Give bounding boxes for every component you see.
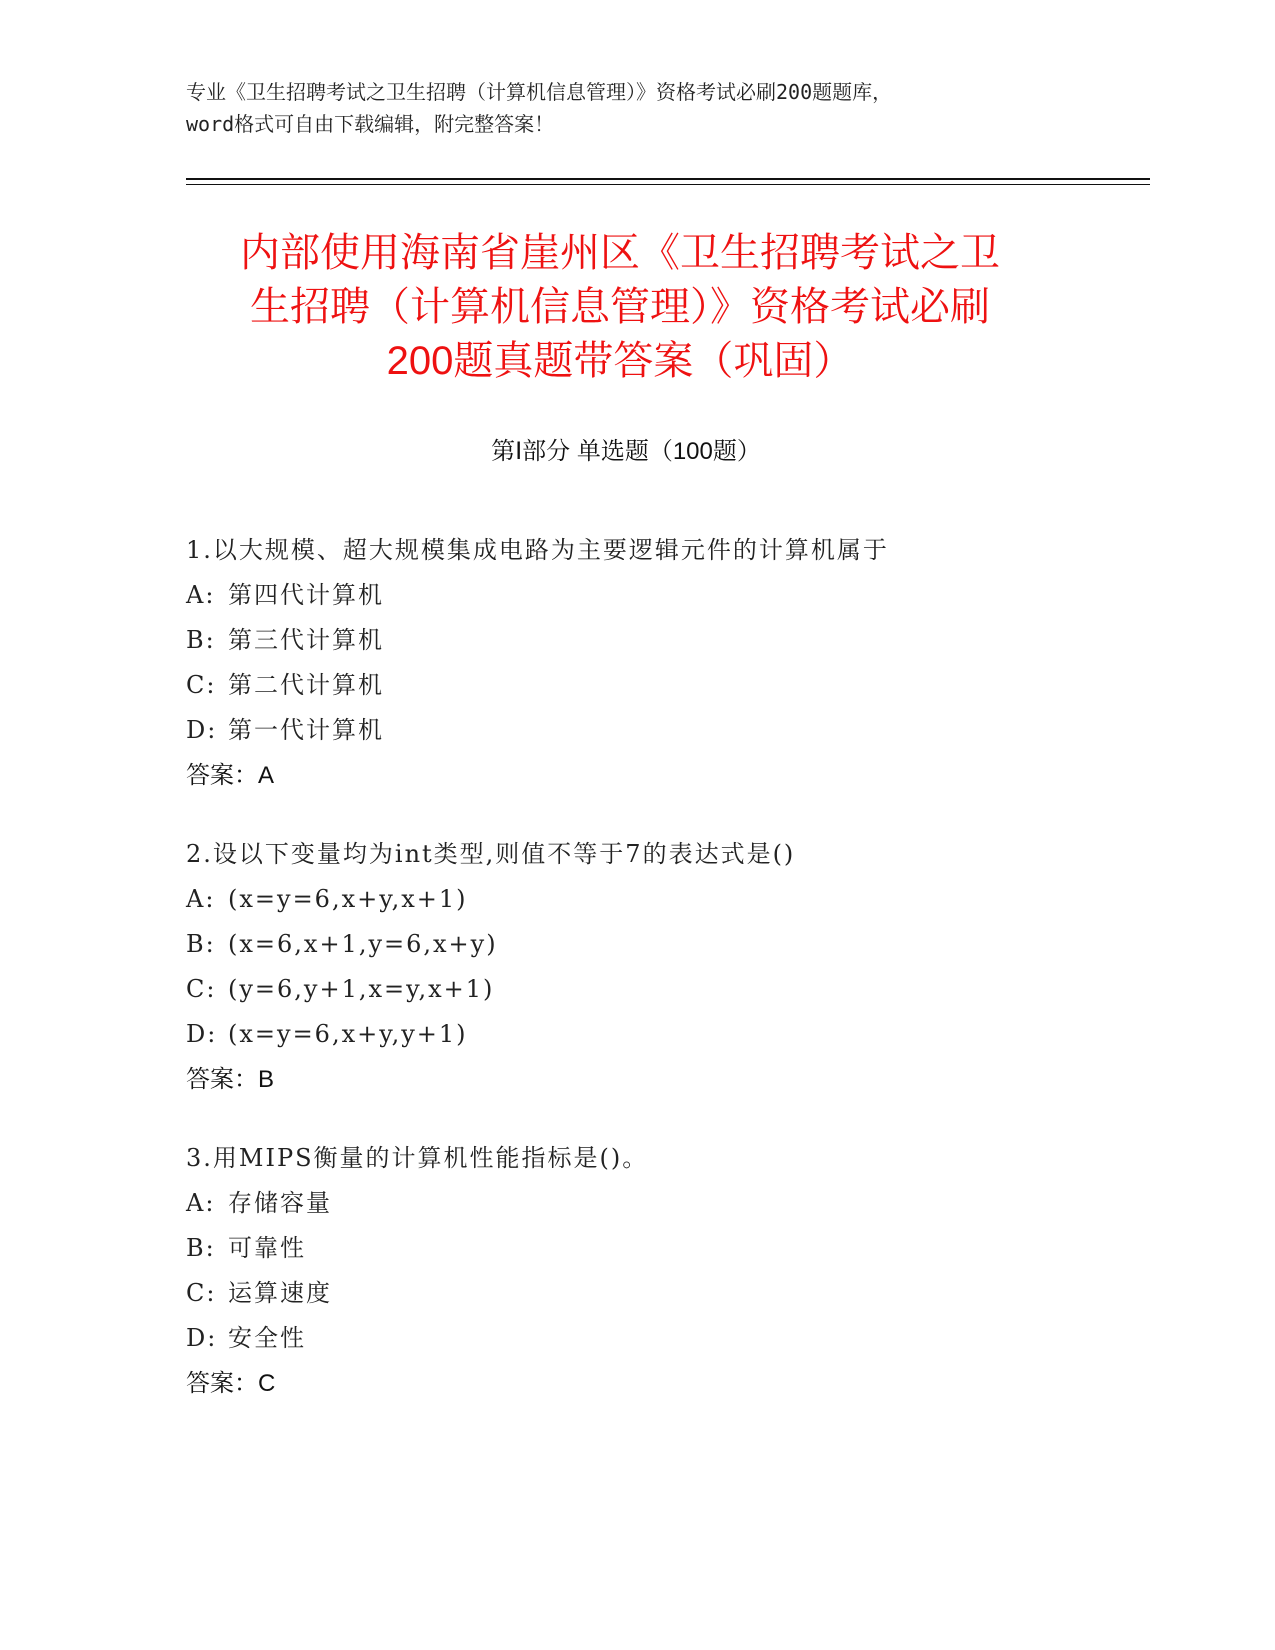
option-text: (x=y=6,x+y,y+1) [228, 1020, 468, 1048]
option-letter: A: [186, 581, 216, 609]
option-letter: A: [186, 1189, 216, 1217]
option-text: 第四代计算机 [228, 581, 384, 609]
question-text: 1.以大规模、超大规模集成电路为主要逻辑元件的计算机属于 [186, 536, 889, 564]
header-note-line-2: word格式可自由下载编辑，附完整答案！ [186, 112, 555, 136]
header-note [186, 76, 1086, 140]
header-note-line-1: 专业《卫生招聘考试之卫生招聘（计算机信息管理）》资格考试必刷200题题库， [186, 80, 893, 104]
option-c [186, 967, 1086, 1012]
option-text: 第二代计算机 [228, 671, 384, 699]
option-letter: D: [186, 1020, 218, 1048]
option-d [186, 1012, 1086, 1057]
option-a [186, 877, 1086, 922]
option-a [186, 573, 1086, 618]
option-text: 存储容量 [228, 1189, 332, 1217]
option-d [186, 1316, 1086, 1361]
option-text: 第三代计算机 [228, 626, 384, 654]
section-heading: 第Ⅰ部分 单选题（100题） [491, 438, 761, 465]
answer: 答案：C [186, 1370, 276, 1397]
question-list [186, 528, 1086, 1440]
option-text: 第一代计算机 [228, 716, 384, 744]
question-2 [186, 832, 1086, 1102]
answer: 答案：A [186, 762, 275, 789]
option-letter: C: [186, 975, 217, 1003]
option-d [186, 708, 1086, 753]
option-letter: D: [186, 1324, 218, 1352]
option-text: 运算速度 [228, 1279, 332, 1307]
document-title [180, 226, 1060, 388]
option-letter: D: [186, 716, 218, 744]
option-text: (x=y=6,x+y,x+1) [228, 885, 468, 913]
option-letter: B: [186, 626, 216, 654]
option-b [186, 922, 1086, 967]
option-text: 安全性 [228, 1324, 306, 1352]
question-1 [186, 528, 1086, 798]
option-c [186, 663, 1086, 708]
header-divider-thin [186, 184, 1150, 185]
option-b [186, 1226, 1086, 1271]
question-text: 2.设以下变量均为int类型,则值不等于7的表达式是() [186, 840, 796, 868]
option-text: (x=6,x+1,y=6,x+y) [228, 930, 498, 958]
option-letter: C: [186, 1279, 217, 1307]
document-title-line-1: 内部使用海南省崖州区《卫生招聘考试之卫 [240, 231, 1000, 275]
document-title-line-2: 生招聘（计算机信息管理）》资格考试必刷 [250, 285, 990, 329]
option-letter: B: [186, 1234, 216, 1262]
option-a [186, 1181, 1086, 1226]
document-title-line-3: 200题真题带答案（巩固） [386, 339, 854, 383]
question-3 [186, 1136, 1086, 1406]
option-text: (y=6,y+1,x=y,x+1) [228, 975, 495, 1003]
option-letter: C: [186, 671, 217, 699]
question-text: 3.用MIPS衡量的计算机性能指标是()。 [186, 1144, 649, 1172]
option-b [186, 618, 1086, 663]
option-letter: B: [186, 930, 216, 958]
option-letter: A: [186, 885, 216, 913]
option-c [186, 1271, 1086, 1316]
header-divider-thick [186, 178, 1150, 180]
option-text: 可靠性 [228, 1234, 306, 1262]
answer: 答案：B [186, 1066, 275, 1093]
